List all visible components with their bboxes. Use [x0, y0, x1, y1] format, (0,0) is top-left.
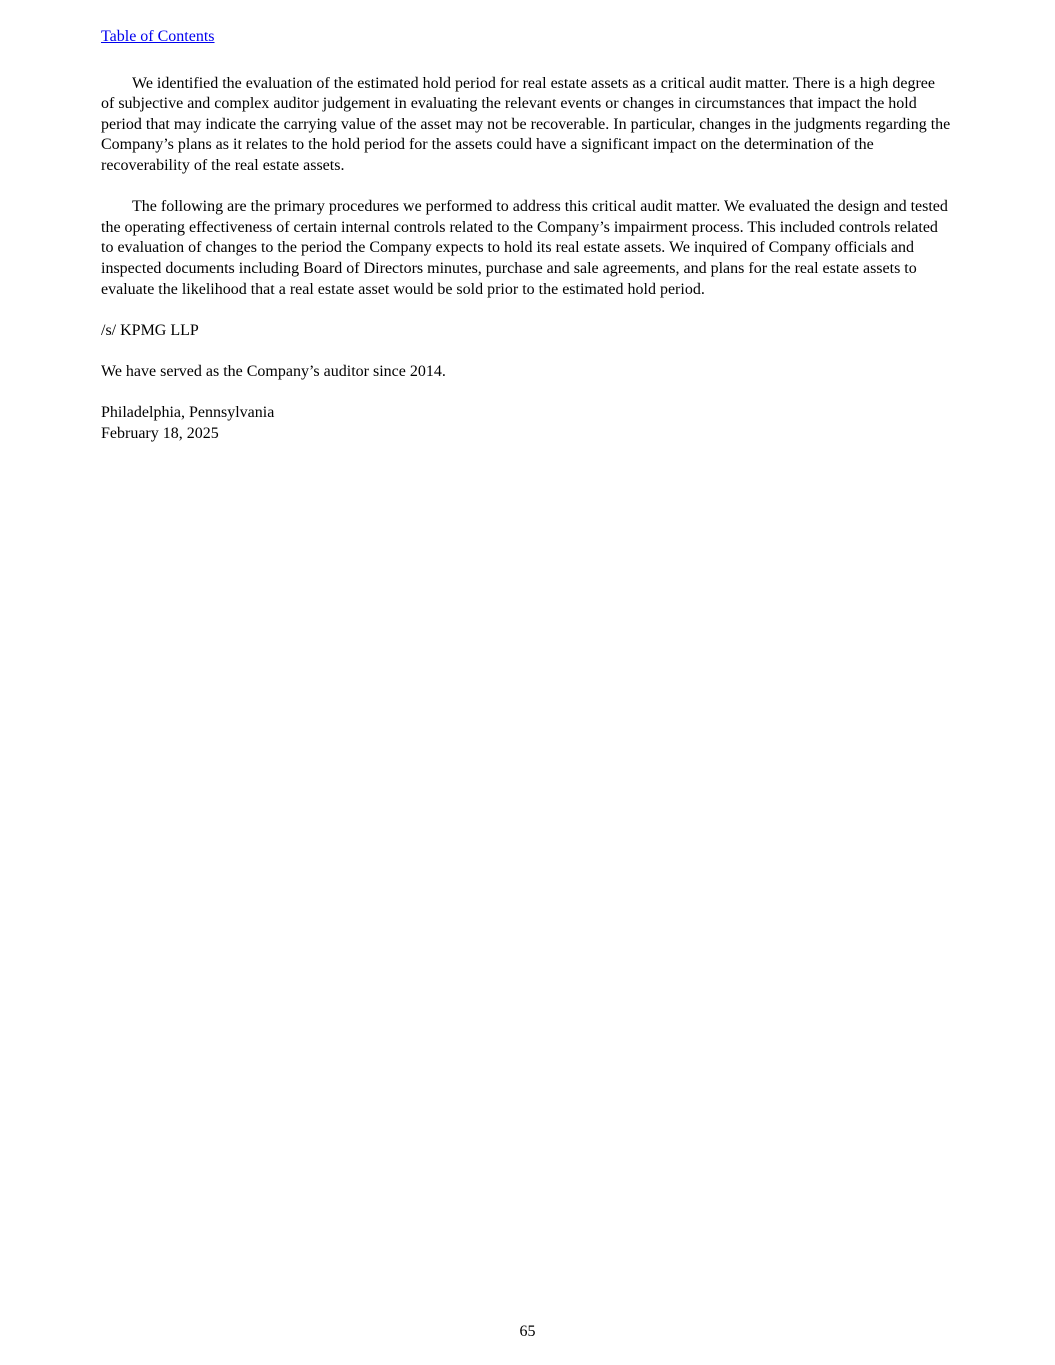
critical-audit-matter-paragraph: We identified the evaluation of the estimated hold period for real estate assets as a critical audit matter. There is a high degree of subjective and complex auditor judgement in evaluating the relevant events or changes in circumstances that impact the hold period that may indicate the carrying value of the asset may not be recoverable. In particular, changes in the judgments regarding the Company’s plans as it relates to the hold period for the assets could have a significant impact on the determination of the recoverability of the real estate assets. [101, 74, 951, 174]
report-date: February 18, 2025 [101, 424, 219, 442]
audit-procedures-paragraph: The following are the primary procedures we performed to address this critical audit matter. We evaluated the design and tested the operating effectiveness of certain internal controls related to the Company’s impairment process. This included controls related to evaluation of changes to the period the Company expects to hold its real estate assets. We inquired of Company officials and inspected documents including Board of Directors minutes, purchase and sale agreements, and plans for the real estate assets to evaluate the likelihood that a real estate asset would be sold prior to the estimated hold period. [101, 198, 948, 298]
page-number: 65 [519, 1323, 536, 1340]
report-location: Philadelphia, Pennsylvania [101, 404, 275, 422]
table-of-contents-link[interactable]: Table of Contents [101, 28, 215, 45]
auditor-signature: /s/ KPMG LLP [101, 321, 199, 339]
auditor-tenure-statement: We have served as the Company’s auditor since 2014. [101, 362, 446, 380]
document-page [101, 27, 951, 444]
